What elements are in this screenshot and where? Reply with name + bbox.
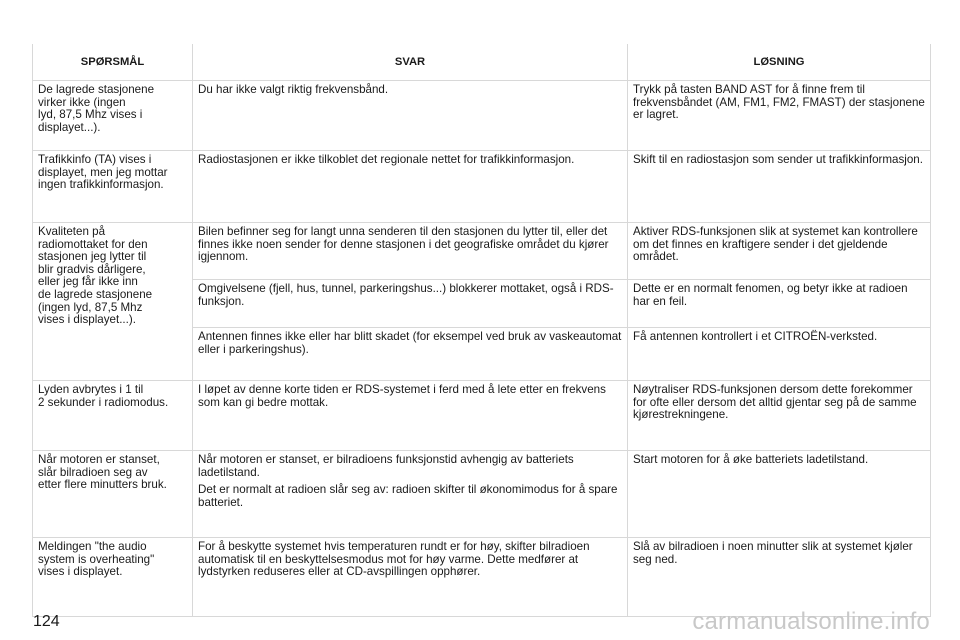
table-row — [33, 151, 931, 223]
solution-cell: Nøytraliser RDS-funksjonen dersom dette forekommer for ofte eller dersom det alltid gjentar seg på de samme kjørestrekningene. — [628, 381, 931, 451]
solution-cell: Skift til en radiostasjon som sender ut trafikkinformasjon. — [628, 151, 931, 223]
question-cell: Når motoren er stanset, slår bilradioen seg av etter flere minutters bruk. — [33, 451, 193, 538]
answer-cell: Når motoren er stanset, er bilradioens funksjonstid avhengig av batteriets ladetilstand. Det er normalt at radioen slår seg av: radioen skifter til økonomimodus for å spare batteriet. — [193, 451, 628, 538]
header-answer: SVAR — [193, 44, 628, 81]
solution-cell: Få antennen kontrollert i et CITROËN-verksted. — [628, 328, 931, 381]
answer-cell: Bilen befinner seg for langt unna senderen til den stasjonen du lytter til, eller det finnes ikke noen sender for denne stasjonen i det geografiske området du kjører igjennom. — [193, 223, 628, 280]
question-cell: De lagrede stasjonene virker ikke (ingen lyd, 87,5 Mhz vises i displayet...). — [33, 81, 193, 151]
table-row — [33, 538, 931, 617]
solution-cell: Dette er en normalt fenomen, og betyr ikke at radioen har en feil. — [628, 280, 931, 328]
answer-cell: Du har ikke valgt riktig frekvensbånd. — [193, 81, 628, 151]
question-cell: Lyden avbrytes i 1 til 2 sekunder i radiomodus. — [33, 381, 193, 451]
answer-cell: Omgivelsene (fjell, hus, tunnel, parkeringshus...) blokkerer mottaket, også i RDS-funksjon. — [193, 280, 628, 328]
question-cell: Trafikkinfo (TA) vises i displayet, men jeg mottar ingen trafikkinformasjon. — [33, 151, 193, 223]
troubleshooting-table — [32, 44, 931, 617]
header-question: SPØRSMÅL — [33, 44, 193, 81]
solution-cell: Slå av bilradioen i noen minutter slik at systemet kjøler seg ned. — [628, 538, 931, 617]
solution-cell: Trykk på tasten BAND AST for å finne frem til frekvensbåndet (AM, FM1, FM2, FMAST) der stasjonene er lagret. — [628, 81, 931, 151]
header-solution: LØSNING — [628, 44, 931, 81]
watermark: carmanualsonline.info — [692, 608, 930, 635]
table-row — [33, 381, 931, 451]
solution-cell: Aktiver RDS-funksjonen slik at systemet kan kontrollere om det finnes en kraftigere sender i det gjeldende området. — [628, 223, 931, 280]
table-header-row — [33, 44, 931, 81]
solution-cell: Start motoren for å øke batteriets ladetilstand. — [628, 451, 931, 538]
answer-cell: Antennen finnes ikke eller har blitt skadet (for eksempel ved bruk av vaskeautomat eller i parkeringshus). — [193, 328, 628, 381]
answer-cell: For å beskytte systemet hvis temperaturen rundt er for høy, skifter bilradioen automatisk til en beskyttelsesmodus mot for høy varme. Dette medfører at lydstyrken reduseres eller at CD-avspillingen opphører. — [193, 538, 628, 617]
answer-cell: Radiostasjonen er ikke tilkoblet det regionale nettet for trafikkinformasjon. — [193, 151, 628, 223]
table-row — [33, 223, 931, 280]
answer-cell: I løpet av denne korte tiden er RDS-systemet i ferd med å lete etter en frekvens som kan gi bedre mottak. — [193, 381, 628, 451]
question-cell: Meldingen "the audio system is overheating" vises i displayet. — [33, 538, 193, 617]
table-row — [33, 451, 931, 538]
question-cell: Kvaliteten på radiomottaket for den stasjonen jeg lytter til blir gradvis dårligere, eller jeg får ikke inn de lagrede stasjonene (ingen lyd, 87,5 Mhz vises i displayet...). — [33, 223, 193, 381]
table-row — [33, 81, 931, 151]
page-number: 124 — [33, 613, 60, 630]
